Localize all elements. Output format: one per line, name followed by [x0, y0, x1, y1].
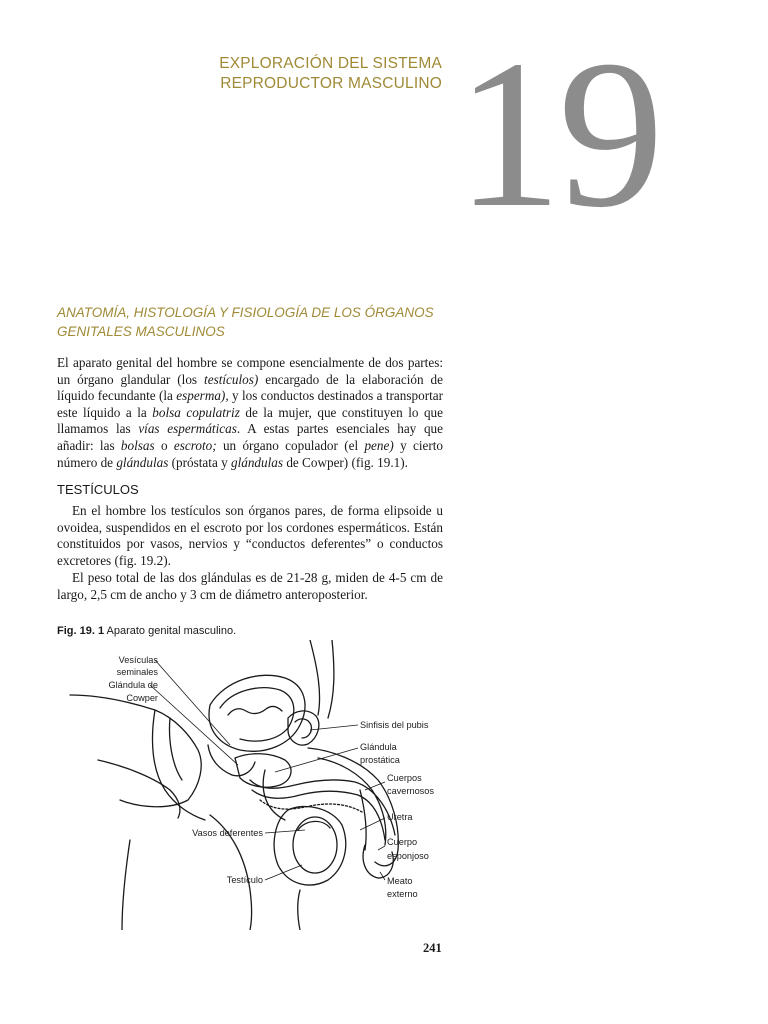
chapter-title-line1: EXPLORACIÓN DEL SISTEMA	[219, 55, 442, 72]
label-cowper-line1: Glándula de	[108, 680, 158, 690]
label-vasos-deferentes: Vasos deferentes	[192, 828, 263, 838]
label-meato-line2: externo	[387, 889, 418, 899]
label-vesiculas-line2: seminales	[116, 667, 158, 677]
label-prostatica-line2: prostática	[360, 755, 400, 765]
subsection-heading: TESTÍCULOS	[57, 482, 139, 497]
label-prostatica-line1: Glándula	[360, 742, 397, 752]
label-cowper-line2: Cowper	[126, 693, 158, 703]
testiculos-paragraph: En el hombre los testículos son órganos pares, de forma elipsoide u ovoidea, suspendidos en el escroto por los cordones espermáticos. Están constituidos por vasos, nervios y “conductos deferentes” o conductos excretores (fig. 19.2).	[57, 503, 443, 568]
peso-paragraph: El peso total de las dos glándulas es de 21-28 g, miden de 4-5 cm de largo, 2,5 cm de ancho y 3 cm de diámetro anteroposterior.	[57, 570, 443, 602]
label-cavernosos-line2: cavernosos	[387, 786, 434, 796]
figure-caption-prefix: Fig. 19. 1	[57, 625, 105, 637]
page-number: 241	[423, 941, 442, 955]
intro-paragraph: El aparato genital del hombre se compone esencialmente de dos partes: un órgano glandular (los testículos) encargado de la elaboración de líquido fecundante (la esperma), y los conductos destinados a transportar este líquido a la bolsa copulatriz de la mujer, que constituyen lo que llamamos las vías espermáticas. A estas partes esenciales hay que añadir: las bolsas o escroto; un órgano copulador (el pene) y cierto número de glándulas (próstata y glándulas de Cowper) (fig. 19.1).	[57, 355, 444, 470]
section-heading-line1: ANATOMÍA, HISTOLOGÍA Y FISIOLOGÍA DE LOS ÓRGANOS	[57, 305, 434, 320]
chapter-title-line2: REPRODUCTOR MASCULINO	[220, 75, 442, 92]
chapter-number: 19	[456, 16, 660, 251]
figure-caption	[57, 625, 236, 637]
label-cavernosos-line1: Cuerpos	[387, 773, 422, 783]
section-heading-line2: GENITALES MASCULINOS	[57, 324, 225, 339]
anatomy-figure	[60, 640, 450, 930]
label-esponjoso-line1: Cuerpo	[387, 837, 418, 847]
label-sinfisis: Sinfisis del pubis	[360, 720, 429, 730]
section-heading	[57, 303, 447, 341]
label-esponjoso-line2: esponjoso	[387, 851, 429, 861]
chapter-title	[219, 54, 442, 94]
label-uretra: Uretra	[387, 812, 413, 822]
label-testiculo: Testículo	[226, 875, 263, 885]
figure-caption-text: Aparato genital masculino.	[104, 625, 237, 637]
label-meato-line1: Meato	[387, 876, 413, 886]
label-vesiculas-line1: Vesículas	[118, 655, 158, 665]
